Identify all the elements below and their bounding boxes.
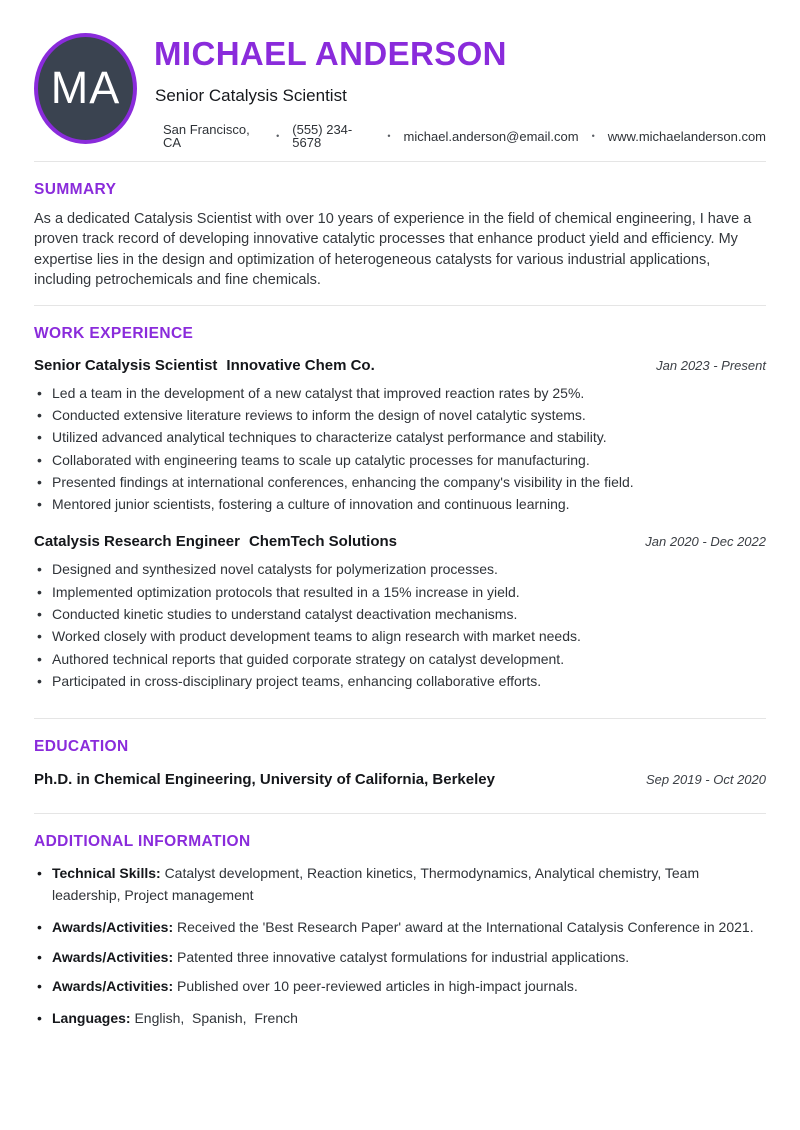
job-company: Innovative Chem Co.	[226, 356, 375, 374]
job-company: ChemTech Solutions	[248, 533, 398, 551]
job-title-company	[34, 357, 375, 374]
info-item-text: Received the 'Best Research Paper' award at the International Catalysis Conference in 2021.	[177, 919, 754, 936]
education-section	[34, 738, 766, 788]
summary-text: As a dedicated Catalysis Scientist with over 10 years of experience in the field of chemical engineering, I have a proven track record of developing innovative catalytic processes that enhance product yield and efficiency. My expertise lies in the design and optimization of heterogeneous catalysts for various industrial applications, including petrochemicals and fine chemicals.	[34, 210, 752, 289]
divider	[34, 305, 766, 306]
divider	[34, 718, 766, 719]
job-bullet-list	[34, 382, 766, 516]
info-item-text: Patented three innovative catalyst formulations for industrial applications.	[177, 948, 630, 965]
info-item-label: Awards/Activities:	[52, 948, 174, 965]
info-item-text: Published over 10 peer-reviewed articles in high-impact journals.	[177, 978, 578, 994]
additional-info-list	[34, 862, 766, 1030]
header-text	[154, 27, 766, 149]
divider	[34, 813, 766, 814]
job-header	[34, 533, 766, 550]
job-bullet: • Conducted extensive literature reviews to inform the design of novel catalytic systems.	[34, 404, 766, 426]
summary-heading: SUMMARY	[34, 181, 117, 198]
info-item-label: Awards/Activities:	[52, 919, 174, 936]
job-bullet: • Implemented optimization protocols that resulted in a 15% increase in yield.	[34, 581, 766, 603]
job-bullet: • Presented findings at international conferences, enhancing the company's visibility in the field.	[34, 471, 766, 493]
education-heading: EDUCATION	[34, 738, 129, 756]
job-bullet-list	[34, 558, 766, 692]
additional-information-section	[34, 833, 766, 1030]
job-bullet: • Conducted kinetic studies to understand catalyst deactivation mechanisms.	[34, 603, 766, 625]
job-bullet: • Led a team in the development of a new catalyst that improved reaction rates by 25%.	[34, 382, 766, 404]
info-item-text: English, Spanish, French	[134, 1010, 298, 1027]
avatar	[34, 33, 137, 144]
job-bullet: • Designed and synthesized novel catalysts for polymerization processes.	[34, 558, 766, 580]
job-bullet: • Collaborated with engineering teams to scale up catalytic processes for manufacturing.	[34, 449, 766, 471]
job-bullet: • Participated in cross-disciplinary project teams, enhancing collaborative efforts.	[34, 670, 766, 692]
job-dates: Jan 2020 - Dec 2022	[645, 534, 766, 550]
education-entry	[34, 771, 766, 788]
bullet-separator-icon: •	[276, 130, 280, 141]
candidate-title: Senior Catalysis Scientist	[155, 86, 347, 105]
contact-phone: (555) 234-5678	[292, 122, 353, 150]
work-experience-section	[34, 325, 766, 692]
info-item-awards	[34, 975, 766, 997]
job-position: Senior Catalysis Scientist	[34, 356, 218, 374]
info-item-technical-skills	[34, 862, 766, 907]
info-item-label: Awards/Activities:	[52, 978, 174, 994]
avatar-initials: MA	[50, 62, 121, 113]
education-degree: Ph.D. in Chemical Engineering, University of California, Berkeley	[34, 771, 495, 788]
divider	[34, 161, 766, 162]
job-bullet: • Mentored junior scientists, fostering a culture of innovation and continuous learning.	[34, 493, 766, 515]
job-bullet: • Utilized advanced analytical techniques to characterize catalyst performance and stability.	[34, 426, 766, 448]
info-item-awards	[34, 946, 766, 968]
summary-section	[34, 181, 766, 291]
resume-header	[34, 27, 766, 149]
contact-email: michael.anderson@email.com	[403, 128, 579, 144]
education-dates: Sep 2019 - Oct 2020	[646, 772, 766, 787]
candidate-name: MICHAEL ANDERSON	[154, 35, 507, 72]
bullet-separator-icon: •	[591, 130, 595, 141]
contact-row	[163, 123, 766, 149]
info-item-label: Technical Skills:	[52, 864, 161, 881]
bullet-separator-icon: •	[387, 130, 391, 141]
info-item-languages	[34, 1007, 766, 1029]
contact-location: San Francisco, CA	[163, 122, 250, 150]
job-title-company	[34, 533, 397, 550]
job-header	[34, 357, 766, 374]
job-bullet: • Authored technical reports that guided corporate strategy on catalyst development.	[34, 648, 766, 670]
additional-information-heading: ADDITIONAL INFORMATION	[34, 833, 251, 850]
work-experience-heading: WORK EXPERIENCE	[34, 324, 194, 342]
info-item-awards	[34, 916, 766, 938]
contact-website: www.michaelanderson.com	[607, 128, 766, 144]
info-item-label: Languages:	[52, 1010, 131, 1027]
job-bullet: • Worked closely with product development teams to align research with market needs.	[34, 625, 766, 647]
info-item-text: Catalyst development, Reaction kinetics, Thermodynamics, Analytical chemistry, Team leadership, Project management	[52, 864, 704, 904]
job-position: Catalysis Research Engineer	[34, 533, 240, 551]
job-dates: Jan 2023 - Present	[656, 357, 766, 373]
